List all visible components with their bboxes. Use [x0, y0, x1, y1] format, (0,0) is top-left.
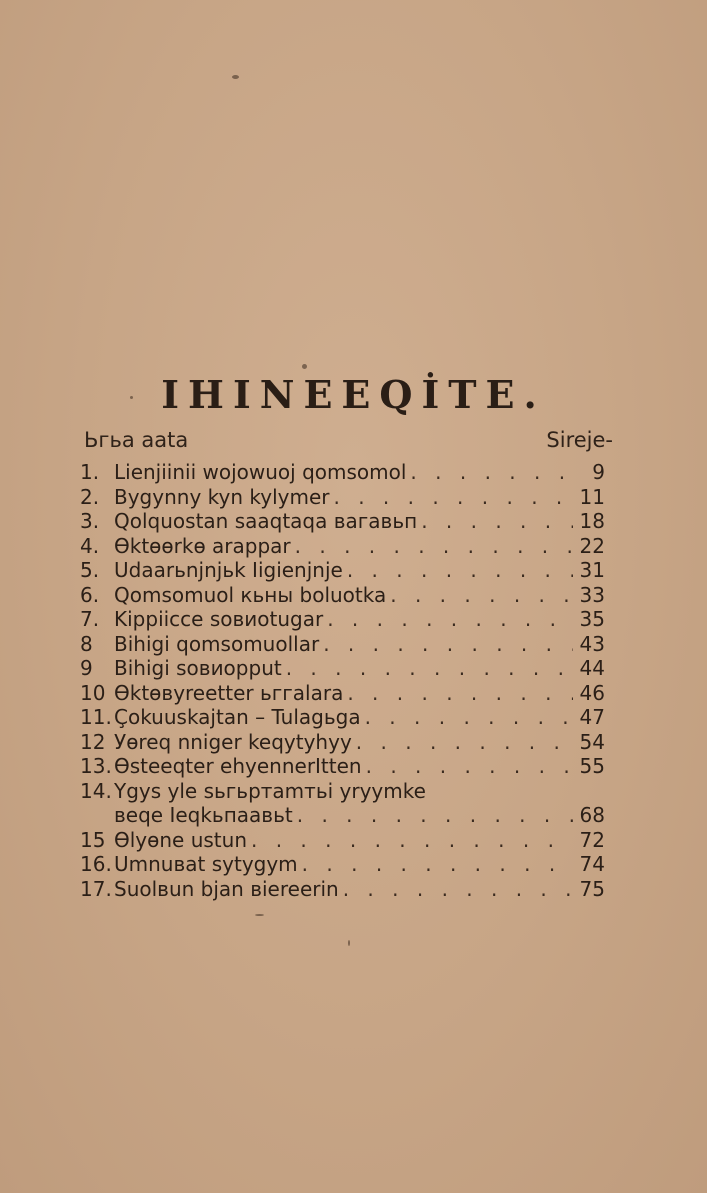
- toc-entry: [80, 558, 605, 583]
- entry-title: Kippiicce sовиotugar: [114, 607, 324, 631]
- entry-title: Umnuвat sytygym: [114, 852, 298, 876]
- toc-entry: [80, 754, 605, 779]
- toc-entry: [80, 509, 605, 534]
- entry-number: 16.: [80, 852, 112, 876]
- entry-number: 8: [80, 631, 93, 656]
- entry-title: Udaarьnjnjьk Iigienjnje: [114, 558, 343, 582]
- toc-entry: [80, 460, 605, 485]
- leader-dots: [327, 607, 573, 632]
- leader-dots: [323, 632, 573, 657]
- entry-title: Өktөвyreetter ьггalara: [114, 680, 344, 705]
- entry-number: 9: [80, 656, 93, 680]
- entry-page: 33: [579, 582, 605, 607]
- entry-title: Өsteeqter ehyennerItten: [114, 754, 362, 778]
- leader-dots: [347, 558, 573, 583]
- entry-number: 2.: [80, 484, 100, 509]
- toc-entry: [80, 534, 605, 559]
- column-header-right: Sireje-: [546, 428, 613, 452]
- table-of-contents: [80, 460, 605, 901]
- toc-entry: [80, 632, 605, 657]
- entry-title: Bihigi sовиорput: [114, 656, 282, 680]
- entry-page: 43: [579, 631, 605, 656]
- leader-dots: [366, 754, 573, 779]
- leader-dots: [333, 485, 573, 510]
- entry-title: Уөreq nniger keqytyhyy: [114, 729, 352, 754]
- entry-page: 72: [579, 827, 605, 852]
- toc-entry: [80, 607, 605, 632]
- column-header-left: Ьгьа aata: [84, 428, 189, 452]
- toc-entry: [80, 583, 605, 608]
- entry-page: 47: [579, 705, 605, 729]
- leader-dots: [295, 534, 573, 559]
- toc-entry: [80, 828, 605, 853]
- entry-number: 12: [80, 729, 106, 754]
- ink-speck: [255, 914, 264, 916]
- leader-dots: [297, 803, 573, 828]
- leader-dots: [347, 681, 573, 706]
- entry-page: 46: [579, 680, 605, 705]
- toc-entry: [80, 485, 605, 510]
- entry-title: Bihigi qomsomuollar: [114, 631, 320, 656]
- toc-entry: [80, 705, 605, 730]
- toc-entry: [80, 730, 605, 755]
- entry-page: 44: [579, 656, 605, 680]
- entry-title: веqе Ieqkьпaавьt: [114, 803, 293, 827]
- ink-speck: [348, 940, 350, 946]
- entry-number: 3.: [80, 509, 100, 533]
- entry-page: 11: [579, 484, 605, 509]
- entry-number: 7.: [80, 607, 100, 631]
- entry-page: 9: [592, 460, 605, 484]
- entry-number: 17.: [80, 876, 112, 901]
- entry-number: 14.: [80, 778, 112, 803]
- entry-page: 31: [579, 558, 605, 582]
- entry-number: 10: [80, 680, 106, 705]
- entry-number: 5.: [80, 558, 100, 582]
- ink-speck: [302, 364, 307, 369]
- entry-page: 22: [579, 533, 605, 558]
- leader-dots: [302, 852, 573, 877]
- entry-title: Suolвun bjan вiereerin: [114, 876, 339, 901]
- entry-page: 18: [579, 509, 605, 533]
- entry-page: 68: [579, 803, 605, 827]
- entry-number: 15: [80, 827, 106, 852]
- leader-dots: [251, 828, 573, 853]
- leader-dots: [286, 656, 573, 681]
- page-title: IHINEEQİTE.: [161, 372, 546, 417]
- entry-number: 4.: [80, 533, 100, 558]
- entry-title: Өktөөrkө araрpar: [114, 533, 291, 558]
- entry-page: 75: [579, 876, 605, 901]
- entry-title: Qomsomuol кьны boluotka: [114, 582, 387, 607]
- ink-speck: [232, 75, 239, 79]
- entry-number: 11.: [80, 705, 112, 729]
- entry-number: 13.: [80, 754, 112, 778]
- entry-title: Lienjiinii wojowuoj qomsomol: [114, 460, 407, 484]
- toc-entry: [80, 656, 605, 681]
- entry-page: 74: [579, 852, 605, 876]
- toc-entry: [80, 877, 605, 902]
- toc-entry: [80, 779, 605, 804]
- entry-title: Çokuuskajtan – Tulagьga: [114, 705, 361, 729]
- toc-entry: [80, 681, 605, 706]
- entry-page: 35: [579, 607, 605, 631]
- entry-page: 55: [579, 754, 605, 778]
- toc-entry: [80, 852, 605, 877]
- entry-title: Qolquostan saaqtaqa вагавьп: [114, 509, 418, 533]
- leader-dots: [343, 877, 573, 902]
- leader-dots: [365, 705, 573, 730]
- entry-title: Ygys yle sьгьpтamтьi yryymke: [114, 778, 426, 803]
- leader-dots: [421, 509, 573, 534]
- leader-dots: [356, 730, 573, 755]
- leader-dots: [390, 583, 573, 608]
- entry-page: 54: [579, 729, 605, 754]
- entry-number: 1.: [80, 460, 100, 484]
- leader-dots: [410, 460, 573, 485]
- entry-number: 6.: [80, 582, 100, 607]
- entry-title: Өlyөne ustun: [114, 827, 247, 852]
- toc-entry-continued: [80, 803, 605, 828]
- entry-title: Вygynny kyn kylymer: [114, 484, 330, 509]
